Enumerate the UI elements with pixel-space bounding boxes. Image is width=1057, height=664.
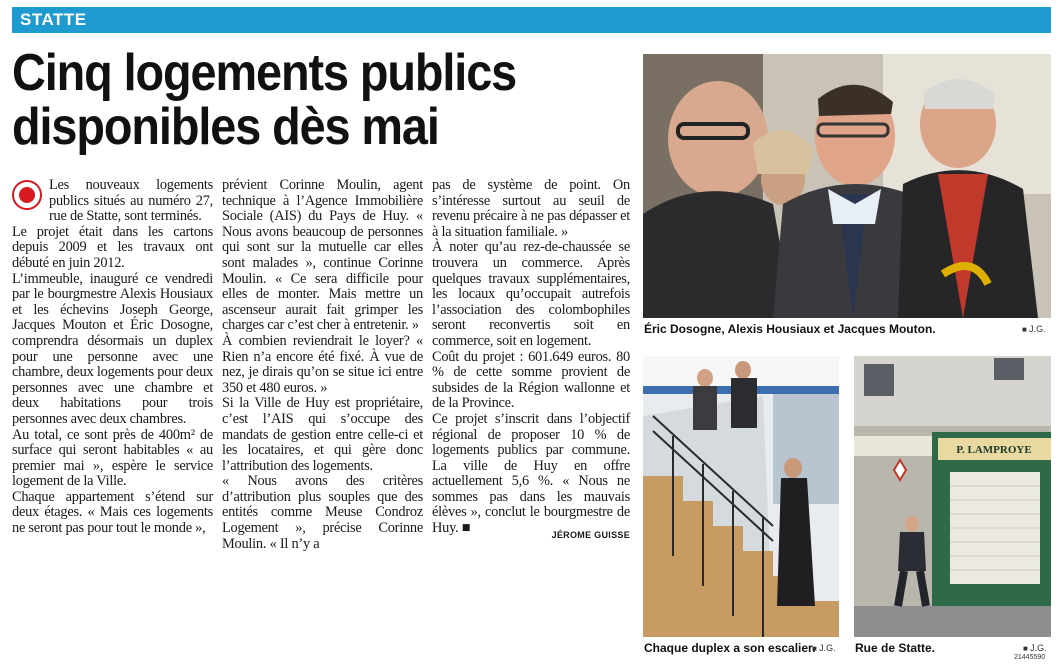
paragraph: « Nous avons des critères d’attribution plus souples que des entités comme Meuse Condroz Logement », précise Corinne Moulin. « Il n’y a [222,473,423,552]
paragraph: Coût du projet : 601.649 euros. 80 % de cette somme provient de subsides de la Région wallonne et de la Province. [432,348,630,412]
photo-officials-image [643,54,1051,318]
paragraph: Les nouveaux logements publics situés au numéro 27, rue de Statte, sont terminés. [49,177,213,225]
reference-number: 21445590 [1014,654,1046,661]
photo-stairs-image [643,356,839,637]
section-label: STATTE [20,10,87,29]
shop-sign-text: P. LAMPROYE [956,444,1032,456]
headline [12,46,570,154]
photo-stairs [643,356,839,637]
paragraph: Le projet était dans les cartons depuis 2009 et les travaux ont débuté en juin 2012. [12,223,213,271]
photo-stairs-caption: Chaque duplex a son escalier. [644,641,816,655]
photo-stairs-credit: ■ J.G. [812,643,836,653]
photo-officials-credit: ■ J.G. [1022,324,1046,334]
author-signature: JÉROME GUISSE [551,530,630,540]
paragraph: L’immeuble, inauguré ce vendredi par le bourgmestre Alexis Housiaux et les échevins Joseph George, Jacques Mouton et Éric Dosogne, comprendra désormais un duplex pour une personne avec une chambre, deux logements pour deux personnes avec une chambre et deux habitations pour trois personnes avec deux chambres. [12,270,213,427]
paragraph: À combien reviendrait le loyer? « Rien n’a encore été fixé. À vue de nez, je dirais qu’on se situe ici entre 350 et 480 euros. » [222,332,423,396]
photo-officials [643,54,1051,318]
headline-line2: disponibles dès mai [12,98,439,156]
paragraph: Au total, ce sont près de 400m² de surface qui seront habitables « au premier mai », espère le service logement de la Ville. [12,426,213,490]
paragraph: Ce projet s’inscrit dans l’objectif régional de proposer 10 % de logements publics par commune. La ville de Huy en offre actuellement 5,6 %. « Nous ne sommes pas dans les mauvais élèves », conclut le bourgmestre de Huy. ■ [432,410,630,537]
photo-street-credit: ■ J.G. [1023,643,1047,653]
bullet-dot-icon [12,180,42,210]
paragraph: Chaque appartement s’étend sur deux étages. « Mais ces logements ne seront pas pour tout le monde », [12,488,213,537]
section-bar [12,7,1051,33]
paragraph: prévient Corinne Moulin, agent technique à l’Agence Immobilière Sociale (AIS) du Pays de Huy. « Nous avons beaucoup de personnes qui sont sur la mutuelle car elles sont malades », continue Corinne Moulin. « Ce sera difficile pour elles de monter. Mais mettre un ascenseur aurait fait grimper les charges car c’est cher à entretenir. » [222,177,423,334]
paragraph: À noter qu’au rez-de-chaussée se trouvera un commerce. Après quelques travaux supplémentaires, les locaux qu’occupait autrefois l’association des colombophiles seront reconvertis soit en commerce, soit en logement. [432,239,630,349]
photo-street-image [854,356,1051,637]
article-column-3 [432,178,630,537]
photo-street-caption: Rue de Statte. [855,641,936,655]
article-column-2 [222,178,423,552]
photo-officials-caption: Éric Dosogne, Alexis Housiaux et Jacques Mouton. [644,322,936,336]
headline-line1: Cinq logements publics [12,44,517,102]
paragraph: Si la Ville de Huy est propriétaire, c’est l’AIS qui s’occupe des mandats de gestion entre celle-ci et les locataires, et qui gère donc l’attribution des logements. [222,395,423,474]
photo-street [854,356,1051,637]
paragraph: pas de système de point. On s’intéresse surtout au seuil de revenu précaire à ne pas dépasser et à la situation familiale. » [432,177,630,240]
article-column-1 [12,178,213,537]
